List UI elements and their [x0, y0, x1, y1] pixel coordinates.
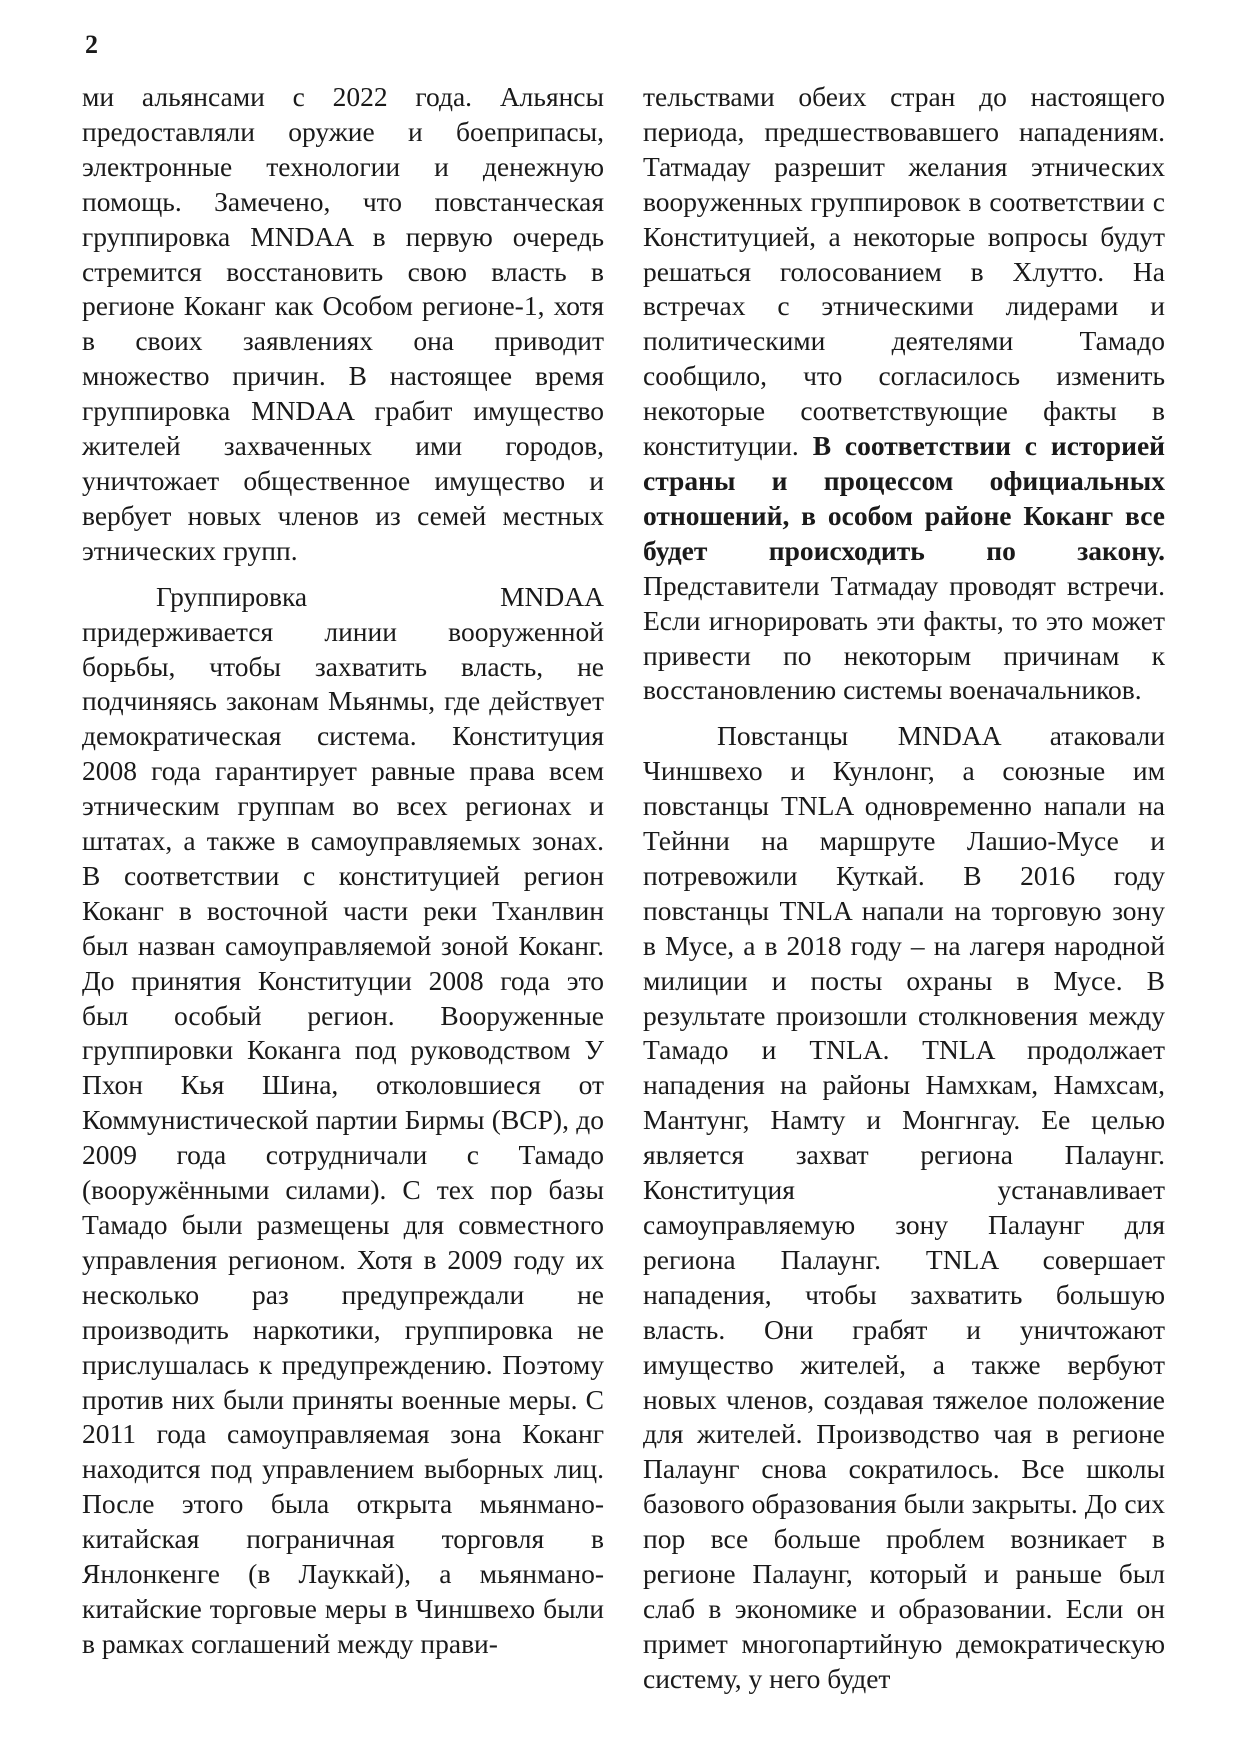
left-column: [82, 80, 604, 1662]
left-paragraph-2: Группировка MNDAA придерживается линии вооруженной борьбы, чтобы захватить власть, не подчиняясь законам Мьянмы, где действует демократическая система. Конституция 2008 года гарантирует равные права всем этническим группам во всех регионах и штатах, а также в самоуправляемых зонах. В соответствии с конституцией регион Коканг в восточной части реки Тханлвин был назван самоуправляемой зоной Коканг. До принятия Конституции 2008 года это был особый регион. Вооруженные группировки Коканга под руководством У Пхон Кья Шина, отколовшиеся от Коммунистической партии Бирмы (BCP), до 2009 года сотрудничали с Тамадо (вооружёнными силами). С тех пор базы Тамадо были размещены для совместного управления регионом. Хотя в 2009 году их несколько раз предупреждали не производить наркотики, группировка не прислушалась к предупреждению. Поэтому против них были приняты военные меры. С 2011 года самоуправляемая зона Коканг находится под управлением выборных лиц. После этого была открыта мьянмано-китайская пограничная торговля в Янлонкенге (в Лауккай), а мьянмано-китайские торговые меры в Чиншвехо были в рамках соглашений между прави-: [82, 580, 604, 1659]
right-paragraph-1-start: тельствами обеих стран до настоящего периода, предшествовавшего нападениям. Татмадау разрешит желания этнических вооруженных группировок в соответствии с Конституцией, а некоторые вопросы будут решаться голосованием в Хлутто. На встречах с этническими лидерами и политическими деятелями Тамадо сообщило, что согласилось изменить некоторые соответствующие факты в конституции.: [643, 81, 1165, 462]
right-paragraph-1-end: Представители Татмадау проводят встречи. Если игнорировать эти факты, то это может привести по некоторым причинам к восстановлению системы военачальников.: [643, 569, 1165, 706]
left-paragraph-1: ми альянсами с 2022 года. Альянсы предоставляли оружие и боеприпасы, электронные технологии и денежную помощь. Замечено, что повстанческая группировка MNDAA в первую очередь стремится восстановить свою власть в регионе Коканг как Особом регионе-1, хотя в своих заявлениях она приводит множество причин. В настоящее время группировка MNDAA грабит имущество жителей захваченных ими городов, уничтожает общественное имущество и вербует новых членов из семей местных этнических групп.: [82, 81, 604, 566]
right-paragraph-1: [643, 80, 1165, 708]
right-column: [643, 80, 1165, 1697]
page-number: 2: [85, 30, 98, 59]
right-paragraph-1-bold: В соответствии с историей страны и процессом официальных отношений, в особом районе Коканг все будет происходить по закону.: [643, 430, 1165, 566]
right-paragraph-2: Повстанцы MNDAA атаковали Чиншвехо и Кунлонг, а союзные им повстанцы TNLA одновременно напали на Тейнни на маршруте Лашио-Мусе и потревожили Куткай. В 2016 году повстанцы TNLA напали на торговую зону в Мусе, а в 2018 году – на лагеря народной милиции и посты охраны в Мусе. В результате произошли столкновения между Тамадо и TNLA. TNLA продолжает нападения на районы Намхкам, Намхсам, Мантунг, Намту и Монгнгау. Ее целью является захват региона Палаунг. Конституция устанавливает самоуправляемую зону Палаунг для региона Палаунг. TNLA совершает нападения, чтобы захватить большую власть. Они грабят и уничтожают имущество жителей, а также вербуют новых членов, создавая тяжелое положение для жителей. Производство чая в регионе Палаунг снова сократилось. Все школы базового образования были закрыты. До сих пор все больше проблем возникает в регионе Палаунг, который и раньше был слаб в экономике и образовании. Если он примет многопартийную демократическую систему, у него будет: [643, 720, 1165, 1694]
